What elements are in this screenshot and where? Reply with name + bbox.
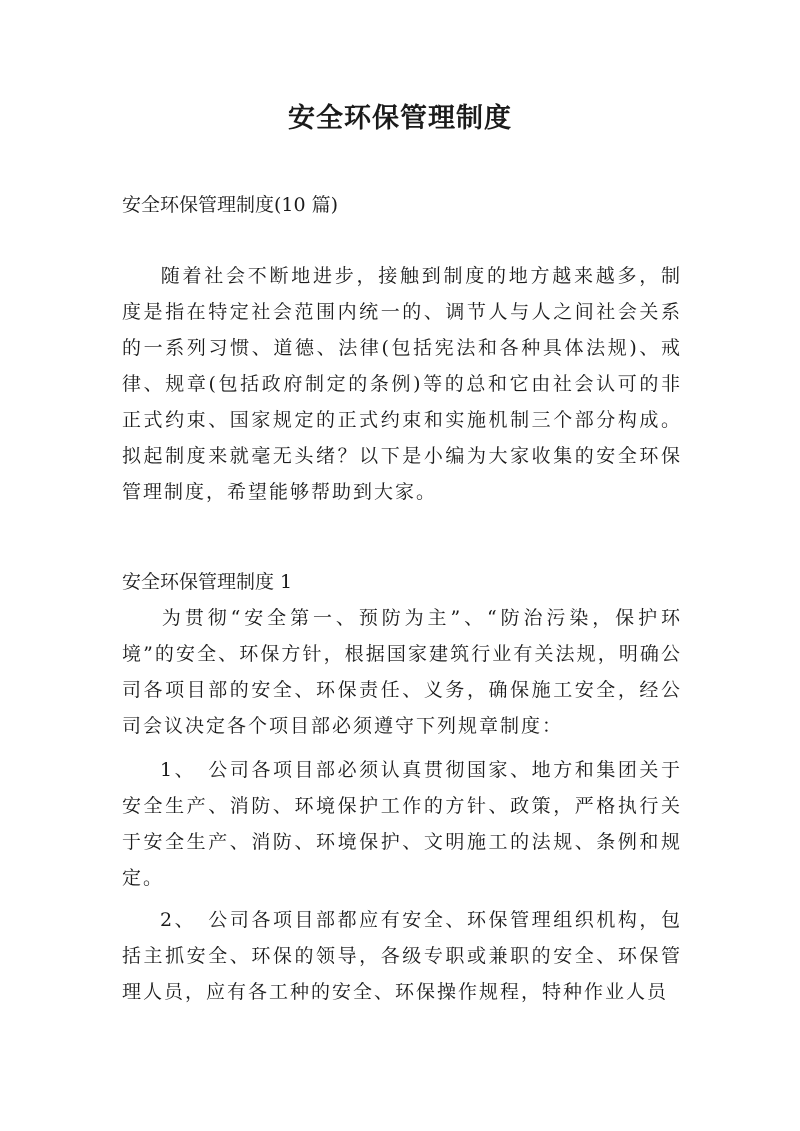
section-heading: 安全环保管理制度 1 <box>122 571 293 593</box>
list-item <box>122 752 682 896</box>
intro-paragraph <box>122 258 682 510</box>
list-item-text: 1、 公司各项目部必须认真贯彻国家、地方和集团关于安全生产、消防、环境保护工作的方针、政策，严格执行关于安全生产、消防、环境保护、文明施工的法规、条例和规定。 <box>122 759 682 889</box>
intro-text: 随着社会不断地进步，接触到制度的地方越来越多，制度是指在特定社会范围内统一的、调节人与人之间社会关系的一系列习惯、道德、法律(包括宪法和各种具体法规)、戒律、规章(包括政府制定的条例)等的总和它由社会认可的非正式约束、国家规定的正式约束和实施机制三个部分构成。拟起制度来就毫无头绪？以下是小编为大家收集的安全环保管理制度，希望能够帮助到大家。 <box>122 265 682 503</box>
section-intro-paragraph <box>122 600 682 744</box>
section-intro-text: 为贯彻“安全第一、预防为主”、“防治污染，保护环境”的安全、环保方针，根据国家建筑行业有关法规，明确公司各项目部的安全、环保责任、义务，确保施工安全，经公司会议决定各个项目部必须遵守下列规章制度： <box>122 607 682 737</box>
document-subtitle: 安全环保管理制度(10 篇) <box>122 194 339 216</box>
list-item <box>122 902 682 1010</box>
document-title: 安全环保管理制度 <box>288 103 512 134</box>
list-item-text: 2、 公司各项目部都应有安全、环保管理组织机构，包括主抓安全、环保的领导，各级专职或兼职的安全、环保管理人员，应有各工种的安全、环保操作规程，特种作业人员 <box>122 909 682 1003</box>
